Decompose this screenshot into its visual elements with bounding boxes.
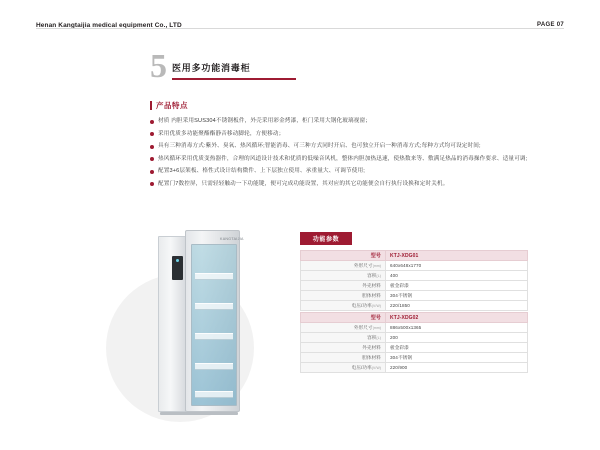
spec-key	[301, 323, 386, 333]
feature-text: 热风循环采用优质变热器件，合理的风道设计技术和优质的低噪音风机，整体内胆加热迅速，使热数来等、敷满足热品的消毒操作要求、适量可调;	[158, 155, 528, 162]
page-number-label: PAGE 07	[537, 22, 564, 28]
table-row	[301, 323, 528, 333]
spec-key: 外壳材料	[301, 343, 386, 353]
bullet-icon	[150, 120, 154, 124]
heading-accent-bar	[150, 101, 152, 110]
cabinet-base	[160, 412, 238, 415]
spec-value: 200	[386, 333, 528, 343]
company-name: Henan Kangtaijia medical equipment Co., LTD	[36, 21, 182, 29]
spec-key-text: 外形尺寸	[353, 262, 373, 268]
list-item	[150, 180, 530, 188]
spec-key-unit: (mm)	[372, 263, 381, 268]
spec-key: 胆体材料	[301, 353, 386, 363]
cabinet-shelf	[195, 333, 233, 340]
list-item	[150, 142, 530, 150]
feature-text: 具有三种消毒方式:紫外、臭氧、热风循环;智能消毒、可三种方式同时开启、也可独立开启一种消毒方式;每种方式均可设定时间;	[158, 143, 481, 149]
spec-key-text: 电压/功率	[351, 364, 372, 370]
table-row	[301, 281, 528, 291]
spec-key-unit: (mm)	[372, 325, 381, 330]
spec-key	[301, 301, 386, 311]
table-row	[301, 343, 528, 353]
feature-text: 配置3+6层架板、格性式设计结构微件、上下层独立使用、承重量大、可调节使用;	[158, 168, 365, 174]
cabinet-shelf	[195, 303, 233, 310]
feature-text: 材质 内胆采用SUS304不锈钢板件，外壳采用彩金烤漆，柜门采用大钢化玻璃视窗；	[158, 118, 371, 124]
spec-key-unit: (V/W)	[371, 365, 381, 370]
spec-value: KTJ-XDG02	[386, 313, 528, 323]
table-row	[301, 301, 528, 311]
features-heading-text: 产品特点	[156, 101, 188, 110]
features-heading	[150, 100, 530, 111]
spec-key-text: 容积	[367, 272, 377, 278]
product-image	[128, 222, 268, 422]
spec-key	[301, 261, 386, 271]
spec-value: 304不锈钢	[386, 353, 528, 363]
spec-value: 640x648x1770	[386, 261, 528, 271]
features-section	[150, 100, 530, 192]
spec-value: 304不锈钢	[386, 291, 528, 301]
panel-indicator-icon	[176, 259, 179, 262]
spec-key-text: 外形尺寸	[353, 324, 373, 330]
section-title-text: 医用多功能消毒柜	[172, 63, 251, 73]
spec-key	[301, 333, 386, 343]
section-number: 5	[150, 48, 166, 85]
spec-value: 400	[386, 271, 528, 281]
spec-key: 外壳材料	[301, 281, 386, 291]
list-item	[150, 167, 530, 175]
bullet-icon	[150, 170, 154, 174]
header-divider	[36, 28, 564, 29]
feature-text: 采用优质多功能聚酯酯静音移动脚轮，方便移动；	[158, 130, 285, 137]
cabinet-glass-door	[191, 244, 237, 406]
bullet-icon	[150, 182, 154, 186]
spec-value: 220/1850	[386, 301, 528, 311]
cabinet-brand-label: KANGTAIJIA	[220, 237, 244, 241]
spec-key-text: 容积	[367, 334, 377, 340]
spec-value: 板金彩漆	[386, 343, 528, 353]
section-title	[150, 48, 296, 85]
cabinet-shelf	[195, 273, 233, 280]
spec-value: 886x500x1365	[386, 323, 528, 333]
spec-key-unit: (L)	[376, 335, 381, 340]
spec-key-unit: (V/W)	[371, 303, 381, 308]
cabinet-shelf	[195, 391, 233, 398]
spec-table-2	[300, 312, 528, 373]
list-item	[150, 117, 530, 125]
table-row	[301, 313, 528, 323]
spec-key-text: 电压/功率	[351, 302, 372, 308]
section-title-block	[172, 61, 296, 82]
cabinet-shelf	[195, 363, 233, 370]
table-row	[301, 261, 528, 271]
bullet-icon	[150, 145, 154, 149]
spec-value: 220/900	[386, 363, 528, 373]
spec-header-badge: 功能参数	[300, 232, 352, 245]
bullet-icon	[150, 157, 154, 161]
table-row	[301, 333, 528, 343]
spec-key	[301, 363, 386, 373]
table-row	[301, 353, 528, 363]
page-header	[36, 16, 564, 34]
control-panel	[172, 256, 183, 280]
spec-key: 型号	[301, 251, 386, 261]
spec-key	[301, 271, 386, 281]
spec-key: 胆体材料	[301, 291, 386, 301]
feature-text: 配置门7数控屏，只需轻轻触动一下功能键，便可完成功能设置，其对应的其它功能便会自行执行设换和定时关机。	[158, 180, 449, 187]
table-row	[301, 363, 528, 373]
table-row	[301, 271, 528, 281]
spec-key: 型号	[301, 313, 386, 323]
spec-key-unit: (L)	[376, 273, 381, 278]
list-item	[150, 130, 530, 138]
spec-value: 板金彩漆	[386, 281, 528, 291]
spec-table-1	[300, 250, 528, 311]
spec-value: KTJ-XDG01	[386, 251, 528, 261]
bullet-icon	[150, 132, 154, 136]
cabinet-illustration	[158, 230, 244, 412]
table-row	[301, 291, 528, 301]
title-underline	[172, 78, 296, 80]
table-row	[301, 251, 528, 261]
list-item	[150, 155, 530, 163]
